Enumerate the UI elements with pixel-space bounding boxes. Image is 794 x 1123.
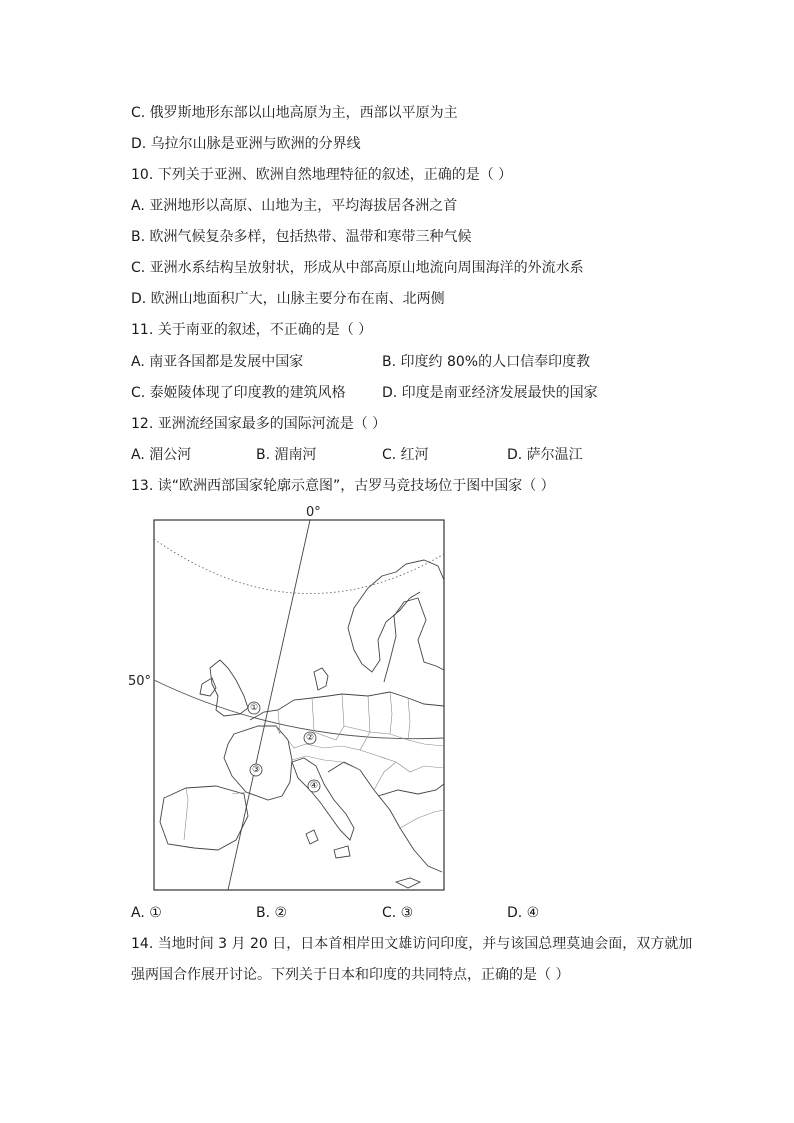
q12-option-c: C. 红河 xyxy=(382,447,429,463)
meridian-label: 0° xyxy=(306,505,321,520)
q13-option-c: C. ③ xyxy=(382,905,414,921)
q9-option-d: D. 乌拉尔山脉是亚洲与欧洲的分界线 xyxy=(131,136,361,152)
marker-1-label: ① xyxy=(249,703,259,713)
q10-option-a: A. 亚洲地形以高原、山地为主，平均海拔居各洲之首 xyxy=(131,198,458,214)
q13-option-b: B. ② xyxy=(256,905,288,921)
q14-stem-line2: 强两国合作展开讨论。下列关于日本和印度的共同特点，正确的是（ ） xyxy=(131,967,570,983)
q9-option-c: C. 俄罗斯地形东部以山地高原为主，西部以平原为主 xyxy=(131,105,458,121)
q11-option-c: C. 泰姬陵体现了印度教的建筑风格 xyxy=(131,385,346,401)
q10-stem: 10. 下列关于亚洲、欧洲自然地理特征的叙述，正确的是（ ） xyxy=(131,167,513,183)
q12-option-b: B. 湄南河 xyxy=(256,447,317,463)
parallel-label: 50° xyxy=(128,674,152,689)
marker-3-label: ③ xyxy=(251,765,261,775)
europe-west-map xyxy=(128,500,448,892)
q14-stem-line1: 14. 当地时间 3 月 20 日，日本首相岸田文雄访问印度，并与该国总理莫迪会面，双方就加 xyxy=(131,936,693,952)
q10-option-b: B. 欧洲气候复杂多样，包括热带、温带和寒带三种气候 xyxy=(131,229,472,245)
q11-stem: 11. 关于南亚的叙述，不正确的是（ ） xyxy=(131,322,373,338)
q10-option-c: C. 亚洲水系结构呈放射状，形成从中部高原山地流向周围海洋的外流水系 xyxy=(131,260,584,276)
q13-stem: 13. 读“欧洲西部国家轮廓示意图”，古罗马竞技场位于图中国家（ ） xyxy=(131,478,555,494)
q11-option-b: B. 印度约 80%的人口信奉印度教 xyxy=(382,354,591,370)
q11-option-a: A. 南亚各国都是发展中国家 xyxy=(131,354,304,370)
marker-4-label: ④ xyxy=(309,781,319,791)
q12-option-d: D. 萨尔温江 xyxy=(507,447,583,463)
q12-stem: 12. 亚洲流经国家最多的国际河流是（ ） xyxy=(131,416,387,432)
q11-option-d: D. 印度是南亚经济发展最快的国家 xyxy=(382,385,598,401)
q13-option-d: D. ④ xyxy=(507,905,540,921)
q12-option-a: A. 湄公河 xyxy=(131,447,192,463)
marker-2-label: ② xyxy=(305,733,315,743)
q13-option-a: A. ① xyxy=(131,905,162,921)
q10-option-d: D. 欧洲山地面积广大，山脉主要分布在南、北两侧 xyxy=(131,291,445,307)
